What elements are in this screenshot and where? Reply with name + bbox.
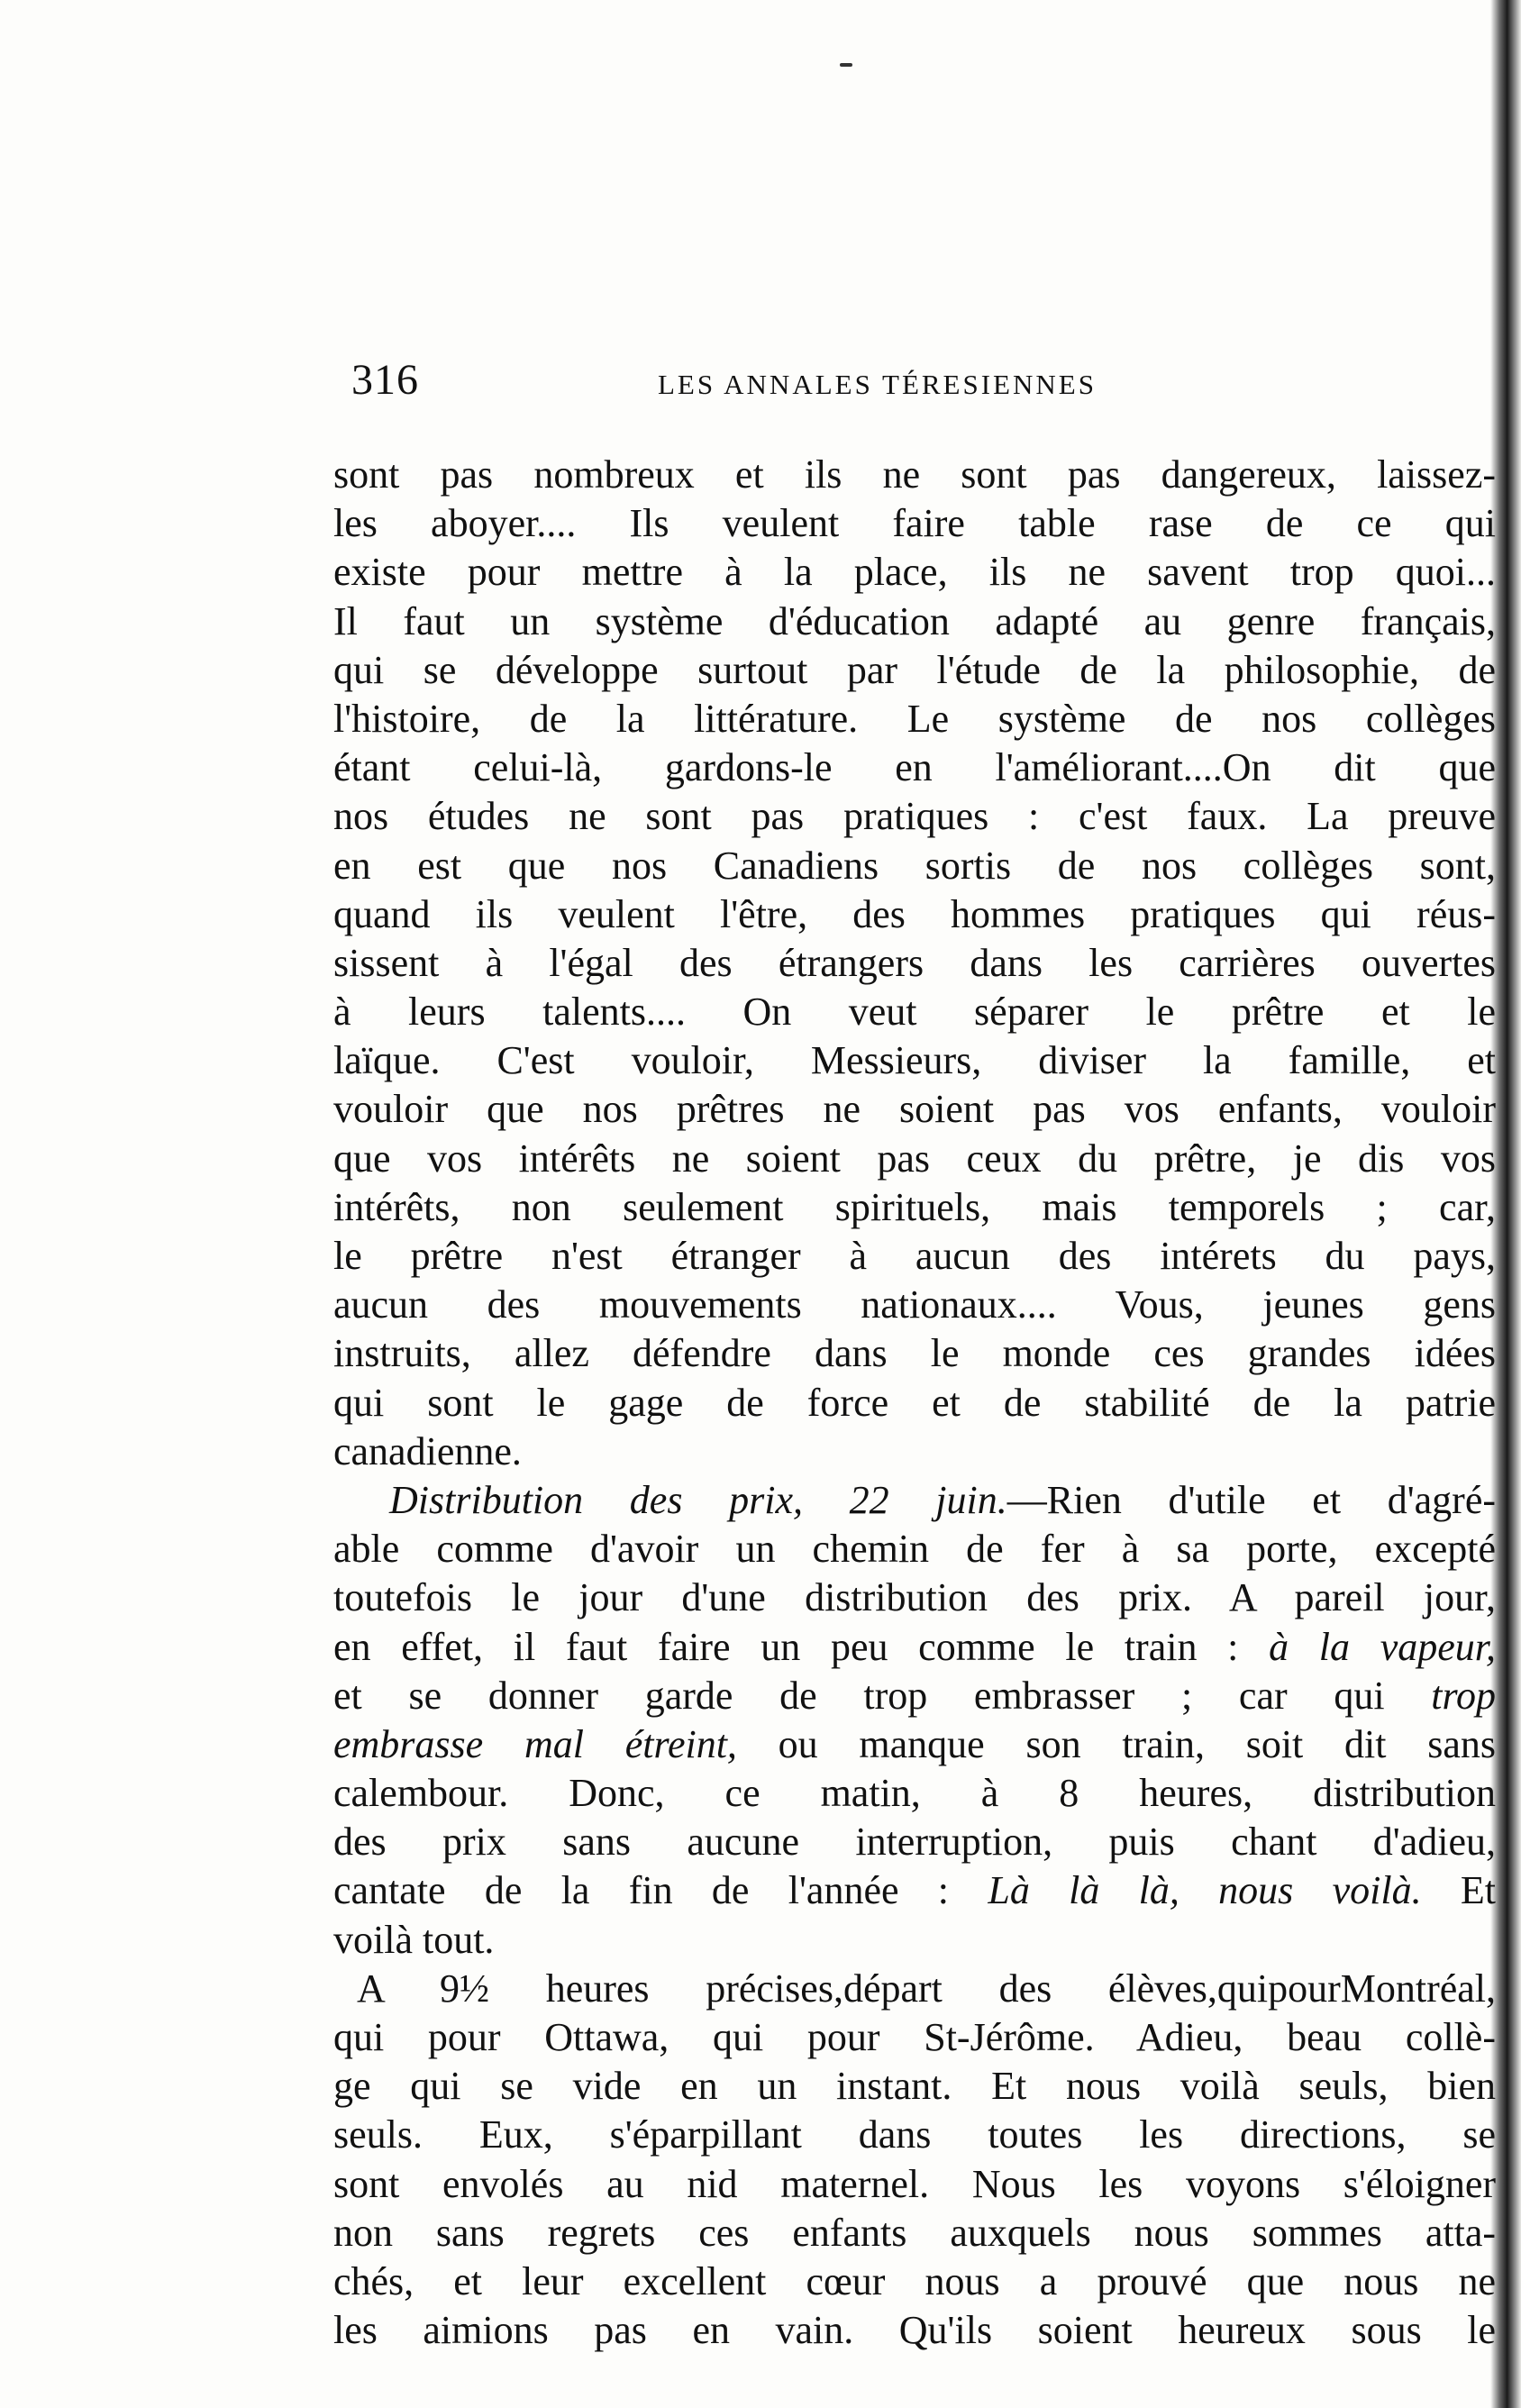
text-line: able comme d'avoir un chemin de fer à sa porte, excepté: [333, 1527, 1496, 1572]
text-line: instruits, allez défendre dans le monde ces grandes idées: [333, 1331, 1496, 1376]
page-header: [351, 353, 1505, 407]
text-line: qui se développe surtout par l'étude de la philosophie, de: [333, 647, 1496, 692]
text-fragment: cantate de la fin de l'année :: [333, 1868, 950, 1913]
text-line: seuls. Eux, s'éparpillant dans toutes les directions, se: [333, 2112, 1496, 2157]
text-line: laïque. C'est vouloir, Messieurs, diviser la famille, et: [333, 1038, 1496, 1083]
text-line: quand ils veulent l'être, des hommes pratiques qui réus-: [333, 891, 1496, 936]
text-fragment: et se donner garde de trop embrasser ; car qui: [333, 1673, 1385, 1718]
paragraph-2-first-line: [333, 1476, 1496, 1525]
running-title: LES ANNALES TÉRESIENNES: [658, 369, 1097, 400]
italic-fragment: embrasse mal étreint,: [333, 1721, 737, 1766]
text-fragment: en effet, il faut faire un peu comme le train :: [333, 1624, 1239, 1669]
text-line: en est que nos Canadiens sortis de nos collèges sont,: [333, 843, 1496, 888]
text-line: toutefois le jour d'une distribution des prix. A pareil jour,: [333, 1575, 1496, 1620]
text-line: vouloir que nos prêtres ne soient pas vos enfants, vouloir: [333, 1087, 1496, 1132]
text-line: existe pour mettre à la place, ils ne savent trop quoi...: [333, 550, 1496, 595]
text-fragment: Et: [1460, 1868, 1496, 1913]
paragraph-3-first-line: A 9½ heures précises,départ des élèves,quipourMontréal,: [357, 1966, 1496, 2011]
text-line: des prix sans aucune interruption, puis chant d'adieu,: [333, 1820, 1496, 1865]
ink-smudge: [840, 63, 852, 67]
text-line: sissent à l'égal des étrangers dans les carrières ouvertes: [333, 940, 1496, 985]
page-number: 316: [351, 356, 419, 404]
text-line: l'histoire, de la littérature. Le système de nos collèges: [333, 696, 1496, 741]
text-line: [333, 1720, 1496, 1769]
text-fragment: —Rien d'utile et d'agré-: [1006, 1477, 1496, 1522]
text-line: chés, et leur excellent cœur nous a prouvé que nous ne: [333, 2258, 1496, 2303]
text-line: [333, 1866, 1496, 1915]
italic-fragment: trop: [1431, 1673, 1496, 1718]
text-line: les aimions pas en vain. Qu'ils soient heureux sous le: [333, 2308, 1496, 2353]
text-line: canadienne.: [333, 1428, 522, 1473]
italic-heading: Distribution des prix, 22 juin.: [389, 1477, 1007, 1522]
text-line: les aboyer.... Ils veulent faire table rase de ce qui: [333, 501, 1496, 546]
text-fragment: ou manque son train, soit dit sans: [778, 1721, 1496, 1766]
text-line: voilà tout.: [333, 1917, 495, 1962]
text-line: [333, 1672, 1496, 1720]
text-line: sont envolés au nid maternel. Nous les voyons s'éloigner: [333, 2161, 1496, 2206]
italic-fragment: à la vapeur,: [1269, 1624, 1496, 1669]
text-line: le prêtre n'est étranger à aucun des intérets du pays,: [333, 1234, 1496, 1278]
text-line: [333, 1623, 1496, 1672]
text-line: qui pour Ottawa, qui pour St-Jérôme. Adieu, beau collè-: [333, 2015, 1496, 2059]
text-line: que vos intérêts ne soient pas ceux du prêtre, je dis vos: [333, 1136, 1496, 1181]
text-line: sont pas nombreux et ils ne sont pas dangereux, laissez-: [333, 452, 1496, 497]
text-line: intérêts, non seulement spirituels, mais temporels ; car,: [333, 1184, 1496, 1229]
text-line: aucun des mouvements nationaux.... Vous, jeunes gens: [333, 1282, 1496, 1327]
text-line: calembour. Donc, ce matin, à 8 heures, distribution: [333, 1771, 1496, 1816]
text-line: Il faut un système d'éducation adapté au genre français,: [333, 598, 1496, 643]
text-line: non sans regrets ces enfants auxquels nous sommes atta-: [333, 2210, 1496, 2255]
text-line: étant celui-là, gardons-le en l'améliorant....On dit que: [333, 745, 1496, 790]
text-line: ge qui se vide en un instant. Et nous voilà seuls, bien: [333, 2064, 1496, 2109]
text-line: nos études ne sont pas pratiques : c'est faux. La preuve: [333, 794, 1496, 839]
text-line: qui sont le gage de force et de stabilité de la patrie: [333, 1380, 1496, 1425]
italic-fragment: Là là là, nous voilà.: [988, 1868, 1422, 1913]
text-line: à leurs talents.... On veut séparer le prêtre et le: [333, 990, 1496, 1035]
body-text: [333, 451, 1496, 2397]
